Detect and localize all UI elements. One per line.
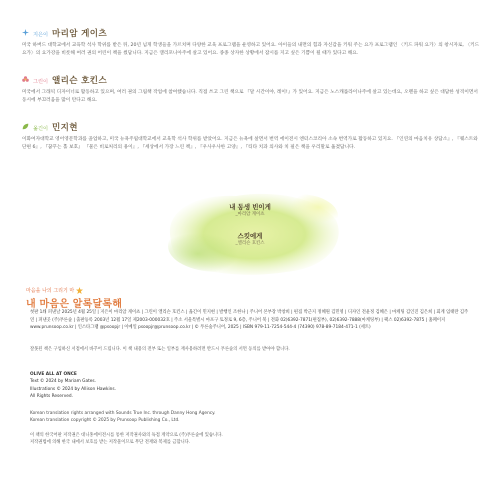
text-copyright: Text © 2024 by Mariam Gates. <box>30 379 97 385</box>
translator-bio-header <box>22 121 480 133</box>
series-tagline: 마음을 나의 그리기 마 <box>26 287 122 294</box>
rights-arranged: Korean translation rights arranged with Sounds True Inc. through Danny Hong Agency. <box>30 411 216 416</box>
translator-role: 옮긴이 <box>33 126 49 132</box>
translator-bio <box>22 121 480 152</box>
series-logo <box>26 287 122 310</box>
footer-line-2: 저작권법에 의해 한국 내에서 보호를 받는 저작물이므로 무단 전재와 복제를 금합니다. <box>30 440 191 446</box>
pink-flower-icon <box>22 76 29 83</box>
original-title: OLIVE ALL AT ONCE <box>30 372 77 377</box>
rights-reserved: All Rights Reserved. <box>30 394 73 400</box>
illustrator-bio-text: 미국에서 그래픽 디자이너로 활동하고 있으며, 여러 권의 그림책 작업에 참여했습니다. 직접 쓰고 그린 책으로 『달 시간이야, 레이!』가 있어요. 지금은 노스캐롤라이나주에 살고 있는데요, 오렌을 하고 싶은 대담한 성격이면서 동시에 부끄러움을 많이 탄다고 해요. <box>22 90 478 104</box>
green-leaf-icon <box>22 123 29 130</box>
translation-copyright: Korean translation copyright © 2025 by Prunsoop Publishing Co., Ltd. <box>30 418 180 424</box>
exchange-note: 잘못된 책은 구입하신 서점에서 바꾸어 드립니다. 이 책 내용의 전부 또는 일부를 재사용하려면 반드시 푸른숲의 서면 동의를 받아야 합니다. <box>30 347 290 352</box>
korean-rights <box>30 410 470 425</box>
author-bio-text: 미국 하버드 대학교에서 교육학 석사 학위를 받은 뒤, 20년 넘게 학생들을 가르치며 다양한 교육 프로그램을 운영하고 있어요. 아이들의 내면의 힘과 자신감을 키워 주는 요가 프로그램인 〈키드 파워 요가〉의 창시자로, 〈키드 요가〉의 요가강을 비롯해 여러 권의 어린이 책을 썼답니다. 지금은 캘리포니아주에 살고 있어요. 종종 상자한 상황에서 잠시를 지고 싶은 기쁨이 될 때가 있다고 해요. <box>22 43 480 57</box>
translator-bio-text: 이화여자대학교 영어영문학과를 졸업하고, 미국 뉴욕주립대학교에서 교육학 석사 학위를 받았어요. 지금은 뉴욕에 살면서 번역 에이전시 엔터스코리아 소속 번역가로 활동하고 있지요. 『인연의 마음치유 상담소』, 『퀘스트와 단편 6』, 『꿈꾸는 홀 보호』 『물은 비로처리의 용이』, 『세상에서 가장 느린 책』, 『우사우사한 고양』, 『티타 치과 의사와 치 필은 책을 우리말로 옮겼답니다. <box>22 137 478 151</box>
dedication-1-title: 내 동생 빈이게 <box>229 203 271 211</box>
original-rights <box>30 371 470 401</box>
author-bio-header <box>22 27 480 39</box>
illustrator-name: 앨리슨 호킨스 <box>52 76 107 86</box>
star-icon <box>76 287 83 294</box>
series-title: 내 마음은 알록달록해 <box>26 299 123 310</box>
dedication-1 <box>0 202 500 217</box>
dedication-2-title: 스킷에게 <box>237 232 263 240</box>
copyright-footer <box>30 432 470 447</box>
author-name: 마리암 게이츠 <box>52 29 107 39</box>
publishing-credits: 첫판 1쇄 펴낸날 2025년 4월 25일 | 지은이 마리암 게이츠 | 그린이 앨리슨 호킨스 | 옮긴이 민지현 | 발행인 조한나 | 주니어 본부장 박창희 | 편집 박근지 정혜원 김민영 | 디자인 전윤정 김혜은 | 마케팅 김인진 김은희 | 회계 임태란 김주연 | 펴낸곳 (주)푸른숲 | 출판등록 2003년 12월 17일 제2003-000032호 | 주소 서울특별시 마포구 토정로 9, 6층, 주니어 북 | 전화 02)6392-7871(편집부), 02)6392-7888(마케팅부) | 팩스 02)6392-7875 | 홈페이지 www.prunsoop.co.kr | 인스타그램 @psoopjr | 이메일 psoopjr@prunsoop.co.kr | © 푸른숲주니어, 2025 | ISBN 979-11-7254-544-4 (74390) 978-89-7184-471-1 (세트) <box>30 310 469 331</box>
illustration-copyright: Illustrations © 2024 by Allison Hawkins. <box>30 386 117 392</box>
author-role: 지은이 <box>33 32 49 38</box>
dedication-1-sign: _마리암 게이츠 <box>235 212 265 217</box>
author-bio <box>22 27 480 58</box>
illustrator-bio-header <box>22 74 480 86</box>
blue-sparkle-icon <box>22 29 29 36</box>
footer-line-1: 이 책의 한국어판 저작권은 대니홍에이전시를 통한 저작권사와의 독점 계약으로 (주)푸른숲에 있습니다. <box>30 433 223 438</box>
illustrator-bio <box>22 74 480 105</box>
illustrator-role: 그린이 <box>33 79 49 85</box>
dedication-2 <box>0 231 500 246</box>
translator-name: 민지현 <box>52 123 78 133</box>
dedication-2-sign: _앨리슨 호킨스 <box>235 241 265 246</box>
